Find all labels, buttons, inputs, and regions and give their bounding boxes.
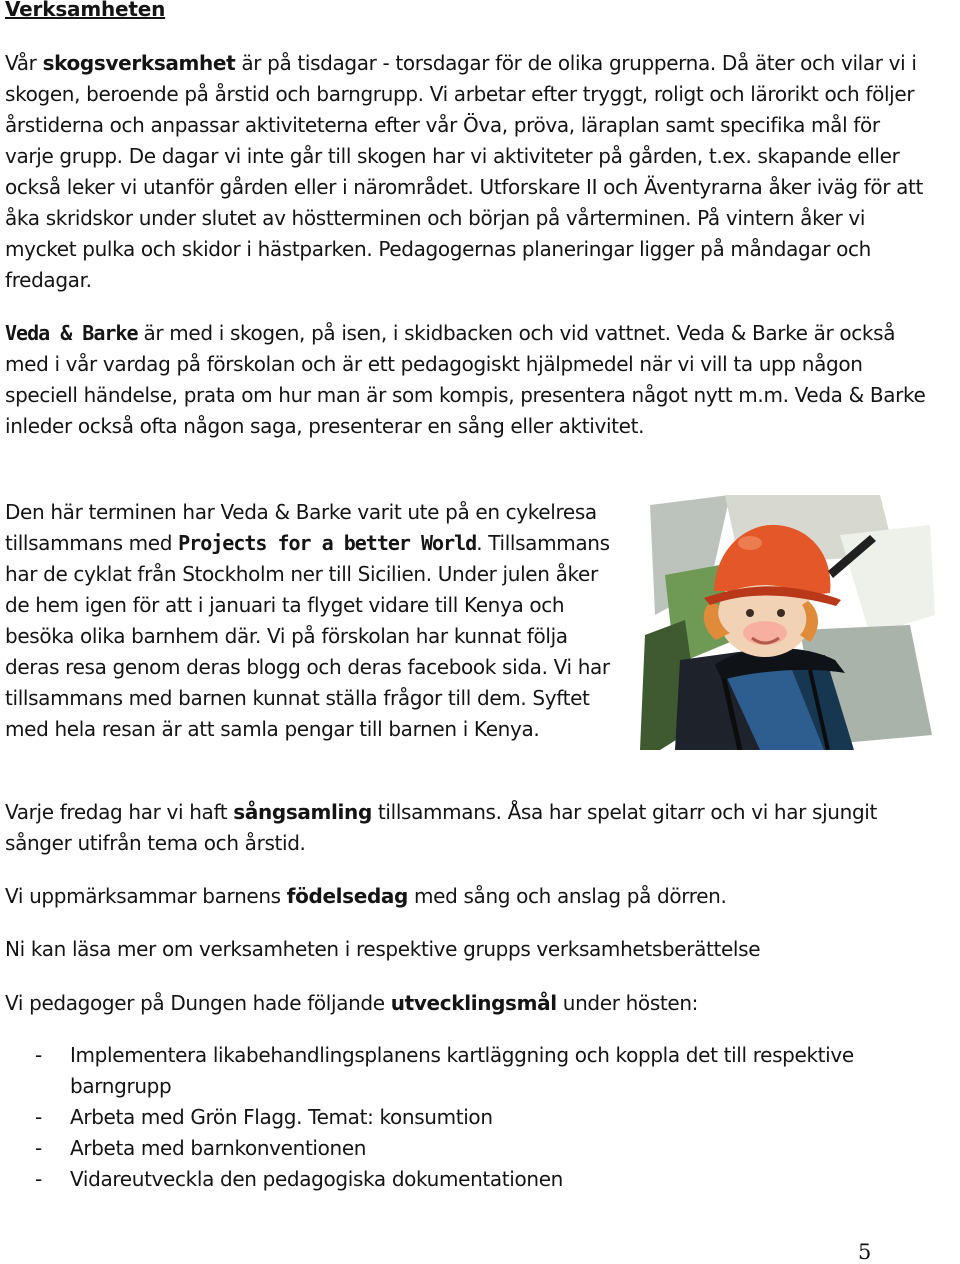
forest-activities-paragraph xyxy=(5,48,925,296)
paragraph-text: under hösten: xyxy=(556,991,699,1015)
birthday-paragraph xyxy=(5,881,925,912)
list-item xyxy=(5,1102,905,1133)
list-item-text: Arbeta med barnkonventionen xyxy=(70,1136,367,1160)
doll-photo xyxy=(640,495,935,750)
paragraph-text: Varje fredag har vi haft xyxy=(5,800,234,824)
highlighted-term: Projects for a better World xyxy=(178,531,477,555)
highlighted-term: utvecklingsmål xyxy=(390,991,557,1015)
highlighted-term: födelsedag xyxy=(286,884,409,908)
paragraph-text: Vi pedagoger på Dungen hade följande xyxy=(5,991,391,1015)
veda-barke-paragraph xyxy=(5,318,935,442)
list-bullet: - xyxy=(35,1043,42,1067)
highlighted-term: Veda & Barke xyxy=(5,321,138,345)
list-item xyxy=(5,1164,905,1195)
highlighted-term: sångsamling xyxy=(233,800,372,824)
paragraph-text: är på tisdagar - torsdagar för de olika grupperna. Då äter och vilar vi i skogen, beroende på årstid och barngrupp. Vi arbetar efter tryggt, roligt och lärorikt och följer årstiderna och anpassar aktiviteterna efter vår Öva, pröva, läraplan samt specifika mål för varje grupp. xyxy=(5,51,917,168)
paragraph-text: med sång och anslag på dörren. xyxy=(408,884,727,908)
highlighted-term: skogsverksamhet xyxy=(42,51,236,75)
paragraph-text: Vi uppmärksammar barnens xyxy=(5,884,287,908)
paragraph-text: tillsammans. Åsa har spelat gitarr och vi har sjungit sånger utifrån tema och årstid. xyxy=(5,800,878,855)
singing-paragraph xyxy=(5,797,925,859)
read-more-paragraph xyxy=(5,934,925,965)
development-goals-intro xyxy=(5,988,925,1019)
paragraph-text: De dagar vi inte går till skogen har vi aktiviteter på gården, t.ex. skapande eller också leker vi utanför gården eller i närområdet. Utforskare II och Äventyrarna åker iväg för att åka skridskor under slutet av höstterminen och början på vårterminen. På vintern åker vi mycket pulka och skidor i hästparken. Pedagogernas planeringar ligger på måndagar och fredagar. xyxy=(5,144,924,292)
list-item xyxy=(5,1040,905,1102)
paragraph-text: Den här terminen har Veda & Barke varit ute på en cykelresa tillsammans med xyxy=(5,500,597,555)
list-item xyxy=(5,1133,905,1164)
paragraph-text: Vår xyxy=(5,51,43,75)
development-goals-list xyxy=(5,1040,905,1195)
page-heading: Verksamheten xyxy=(5,0,166,21)
list-bullet: - xyxy=(35,1105,42,1129)
doll-with-helmet-image xyxy=(640,495,935,750)
paragraph-text: . Tillsammans har de cyklat från Stockholm ner till Sicilien. Under julen åker de hem igen för att i januari ta flyget vidare till Kenya och besöka olika barnhem där. Vi på förskolan har kunnat följa deras resa genom deras blogg och deras facebook sida. Vi har tillsammans med barnen kunnat ställa frågor till dem. Syftet med hela resan är att samla pengar till barnen i Kenya. xyxy=(5,531,610,741)
list-bullet: - xyxy=(35,1167,42,1191)
list-item-text: Arbeta med Grön Flagg. Temat: konsumtion xyxy=(70,1105,493,1129)
bike-trip-paragraph xyxy=(5,497,615,745)
list-item-text: Vidareutveckla den pedagogiska dokumentationen xyxy=(70,1167,564,1191)
list-bullet: - xyxy=(35,1136,42,1160)
paragraph-text: är med i skogen, på isen, i skidbacken och vid vattnet. Veda & Barke är också med i vår vardag på förskolan och är ett pedagogiskt hjälpmedel när vi vill ta upp någon speciell händelse, prata om hur man är som kompis, presentera något nytt m.m. Veda & Barke inleder också ofta någon saga, presenterar en sång eller aktivitet. xyxy=(5,321,926,438)
paragraph-text: Ni kan läsa mer om verksamheten i respektive grupps verksamhetsberättelse xyxy=(5,937,761,961)
list-item-text: Implementera likabehandlingsplanens kartläggning och koppla det till respektive barngrupp xyxy=(70,1043,854,1098)
page-number: 5 xyxy=(858,1240,872,1264)
